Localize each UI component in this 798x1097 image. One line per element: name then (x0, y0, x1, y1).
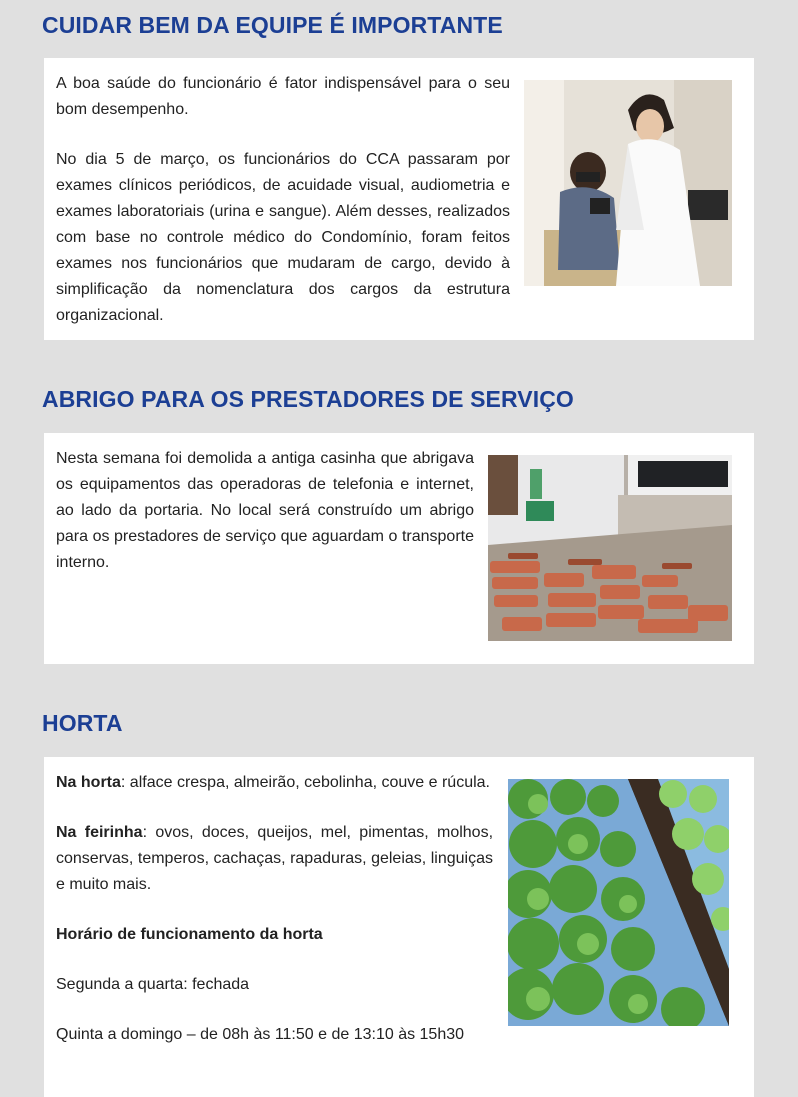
card-garden-text (56, 770, 493, 1072)
paragraph-feirinha (56, 820, 493, 898)
section-title-health: CUIDAR BEM DA EQUIPE É IMPORTANTE (42, 12, 503, 38)
card-health (44, 58, 754, 340)
text-horta: : alface crespa, almeirão, cebolinha, couve e rúcula. (120, 774, 490, 791)
section-title-shelter: ABRIGO PARA OS PRESTADORES DE SERVIÇO (42, 386, 574, 412)
paragraph: No dia 5 de março, os funcionários do CCA passaram por exames clínicos periódicos, de acuidade visual, audiometria e exames laboratoriais (urina e sangue). Além desses, realizados com base no controle médico do Condomínio, foram feitos exames nos funcionários que mudaram de cargo, devido à simplificação da nomenclatura dos cargos da estrutura organizacional. (56, 151, 510, 324)
photo-demolition-tiles (488, 455, 732, 641)
card-garden (44, 757, 754, 1097)
paragraph: A boa saúde do funcionário é fator indispensável para o seu bom desempenho. (56, 75, 510, 118)
hours-open: Quinta a domingo – de 08h às 11:50 e de 13:10 às 15h30 (56, 1026, 465, 1043)
text-feirinha: : ovos, doces, queijos, mel, pimentas, molhos, conservas, temperos, cachaças, rapaduras, geleias, linguiças e muito mais. (56, 824, 494, 893)
hours-title (56, 922, 493, 948)
card-shelter (44, 433, 754, 664)
photo-health-exam (524, 80, 732, 286)
photo-lettuce-garden (508, 779, 729, 1026)
label-horta: Na horta (56, 774, 121, 791)
paragraph: Nesta semana foi demolida a antiga casinha que abrigava os equipamentos das operadoras de telefonia e internet, ao lado da portaria. No local será construído um abrigo para os prestadores de serviço que aguardam o transporte interno. (56, 450, 474, 571)
hours-title-text: Horário de funcionamento da horta (56, 926, 323, 943)
hours-closed: Segunda a quarta: fechada (56, 976, 250, 993)
paragraph-horta (56, 770, 493, 796)
card-health-text (56, 71, 510, 353)
label-feirinha: Na feirinha (56, 824, 143, 841)
section-title-garden: HORTA (42, 710, 123, 736)
card-shelter-text (56, 446, 474, 600)
